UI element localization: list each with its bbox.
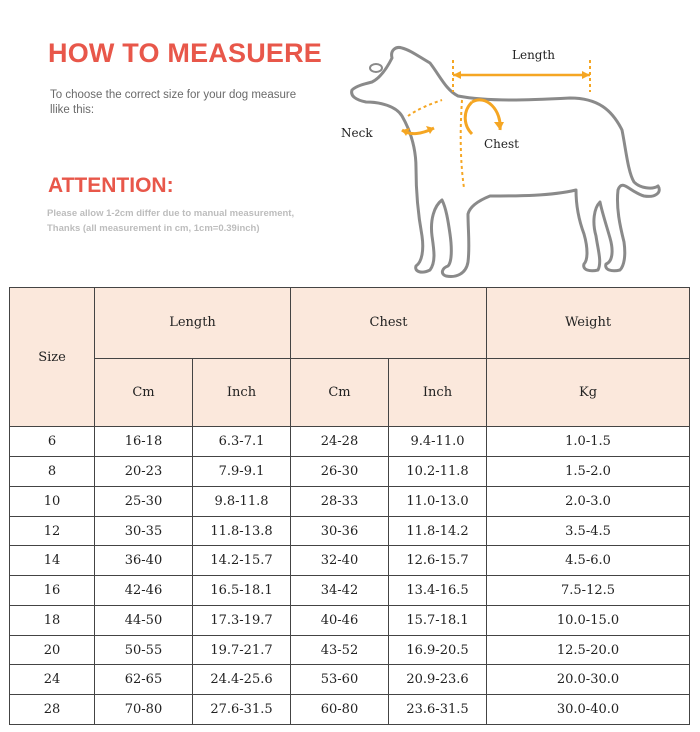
- neck-label: Neck: [341, 126, 373, 140]
- chest-inch-cell: 20.9-23.6: [389, 665, 487, 695]
- dog-measurement-diagram: [330, 30, 670, 288]
- size-cell: 16: [10, 576, 95, 606]
- table-row: [10, 665, 690, 695]
- size-cell: 28: [10, 695, 95, 725]
- size-chart-table: [9, 287, 690, 725]
- table-row: [10, 635, 690, 665]
- table-row: [10, 695, 690, 725]
- length-inch-cell: 7.9-9.1: [193, 457, 291, 487]
- length-inch-cell: 27.6-31.5: [193, 695, 291, 725]
- measure-instructions: To choose the correct size for your dog measure llike this:: [50, 89, 297, 116]
- weight-kg-cell: 20.0-30.0: [487, 665, 690, 695]
- table-row: [10, 546, 690, 576]
- chest-cm-cell: 32-40: [291, 546, 389, 576]
- length-cm-cell: 62-65: [95, 665, 193, 695]
- size-cell: 20: [10, 635, 95, 665]
- table-row: [10, 605, 690, 635]
- length-cm-cell: 36-40: [95, 546, 193, 576]
- weight-kg-header: Kg: [487, 358, 690, 427]
- attention-note-line-1: Please allow 1-2cm differ due to manual measurement,: [47, 208, 295, 219]
- length-inch-cell: 16.5-18.1: [193, 576, 291, 606]
- length-label: Length: [512, 48, 556, 62]
- chest-cm-cell: 24-28: [291, 427, 389, 457]
- table-row: [10, 516, 690, 546]
- weight-kg-cell: 10.0-15.0: [487, 605, 690, 635]
- table-row: [10, 427, 690, 457]
- dog-silhouette-icon: [330, 30, 670, 288]
- length-inch-cell: 17.3-19.7: [193, 605, 291, 635]
- length-cm-cell: 20-23: [95, 457, 193, 487]
- table-row: [10, 486, 690, 516]
- size-header: Size: [10, 288, 95, 427]
- weight-kg-cell: 30.0-40.0: [487, 695, 690, 725]
- weight-kg-cell: 2.0-3.0: [487, 486, 690, 516]
- chest-cm-cell: 30-36: [291, 516, 389, 546]
- chest-cm-cell: 28-33: [291, 486, 389, 516]
- attention-note-line-2: Thanks (all measurement in cm, 1cm=0.39inch): [47, 223, 260, 234]
- weight-kg-cell: 4.5-6.0: [487, 546, 690, 576]
- chest-cm-cell: 53-60: [291, 665, 389, 695]
- chest-inch-cell: 9.4-11.0: [389, 427, 487, 457]
- weight-kg-cell: 3.5-4.5: [487, 516, 690, 546]
- length-inch-cell: 6.3-7.1: [193, 427, 291, 457]
- chest-header: Chest: [291, 288, 487, 359]
- length-cm-cell: 30-35: [95, 516, 193, 546]
- chest-inch-cell: 16.9-20.5: [389, 635, 487, 665]
- chest-inch-cell: 13.4-16.5: [389, 576, 487, 606]
- chest-inch-cell: 15.7-18.1: [389, 605, 487, 635]
- size-cell: 8: [10, 457, 95, 487]
- chest-inch-header: Inch: [389, 358, 487, 427]
- length-cm-header: Cm: [95, 358, 193, 427]
- chest-cm-cell: 40-46: [291, 605, 389, 635]
- chest-cm-cell: 60-80: [291, 695, 389, 725]
- weight-header: Weight: [487, 288, 690, 359]
- chest-inch-cell: 11.0-13.0: [389, 486, 487, 516]
- length-inch-cell: 11.8-13.8: [193, 516, 291, 546]
- table-row: [10, 576, 690, 606]
- page-title: HOW TO MEASUERE: [48, 38, 323, 68]
- length-inch-cell: 9.8-11.8: [193, 486, 291, 516]
- weight-kg-cell: 1.5-2.0: [487, 457, 690, 487]
- length-cm-cell: 25-30: [95, 486, 193, 516]
- weight-kg-cell: 7.5-12.5: [487, 576, 690, 606]
- chest-cm-cell: 34-42: [291, 576, 389, 606]
- length-inch-cell: 19.7-21.7: [193, 635, 291, 665]
- chest-cm-cell: 26-30: [291, 457, 389, 487]
- chest-inch-cell: 11.8-14.2: [389, 516, 487, 546]
- length-cm-cell: 42-46: [95, 576, 193, 606]
- chest-inch-cell: 10.2-11.8: [389, 457, 487, 487]
- attention-note: [47, 206, 367, 236]
- chest-cm-header: Cm: [291, 358, 389, 427]
- size-cell: 14: [10, 546, 95, 576]
- table-subheader-row: [10, 358, 690, 427]
- chest-cm-cell: 43-52: [291, 635, 389, 665]
- length-cm-cell: 16-18: [95, 427, 193, 457]
- chest-label: Chest: [484, 137, 519, 151]
- size-cell: 12: [10, 516, 95, 546]
- table-row: [10, 457, 690, 487]
- length-cm-cell: 70-80: [95, 695, 193, 725]
- chest-inch-cell: 23.6-31.5: [389, 695, 487, 725]
- chest-inch-cell: 12.6-15.7: [389, 546, 487, 576]
- table-header-row: [10, 288, 690, 359]
- size-chart-body: [10, 427, 690, 725]
- attention-heading: ATTENTION:: [48, 174, 174, 197]
- length-inch-cell: 24.4-25.6: [193, 665, 291, 695]
- size-cell: 18: [10, 605, 95, 635]
- size-cell: 10: [10, 486, 95, 516]
- length-header: Length: [95, 288, 291, 359]
- length-inch-cell: 14.2-15.7: [193, 546, 291, 576]
- length-cm-cell: 50-55: [95, 635, 193, 665]
- weight-kg-cell: 1.0-1.5: [487, 427, 690, 457]
- weight-kg-cell: 12.5-20.0: [487, 635, 690, 665]
- length-cm-cell: 44-50: [95, 605, 193, 635]
- length-inch-header: Inch: [193, 358, 291, 427]
- size-cell: 24: [10, 665, 95, 695]
- size-cell: 6: [10, 427, 95, 457]
